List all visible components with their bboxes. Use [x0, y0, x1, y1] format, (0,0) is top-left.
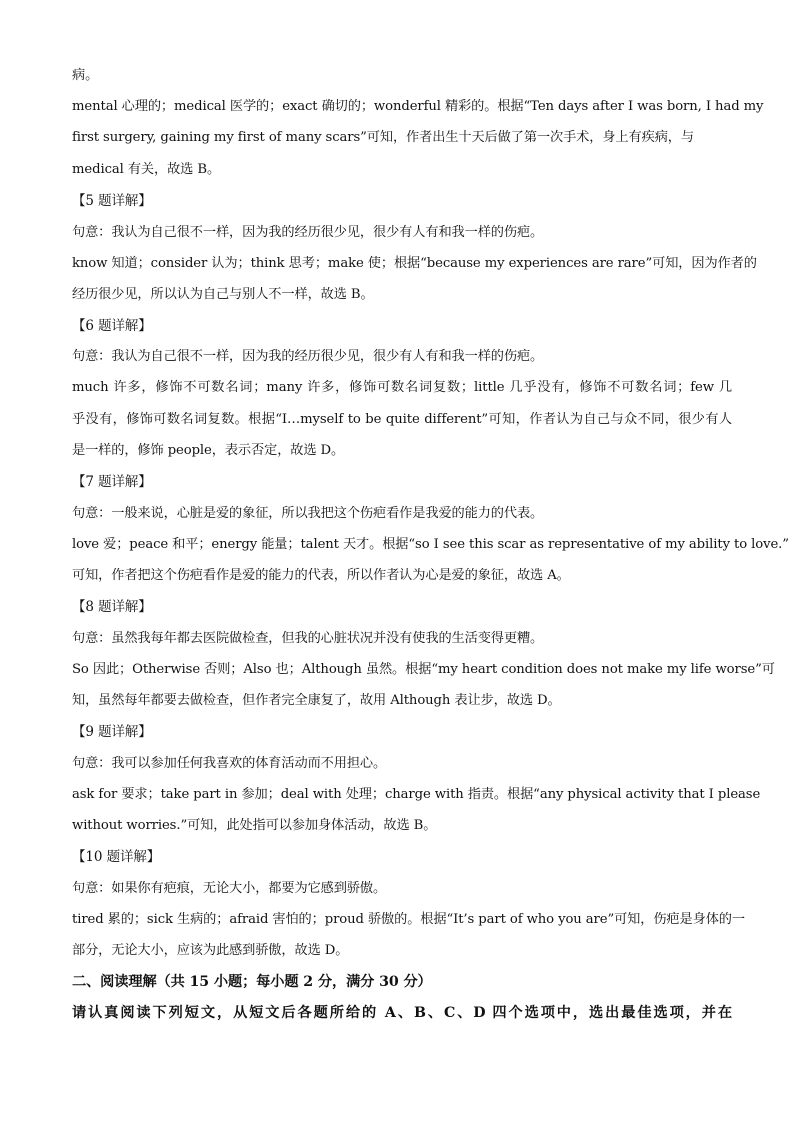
text-line: 是一样的，修饰 people，表示否定，故选 D。	[72, 443, 345, 458]
question-heading: 【5 题详解】	[72, 193, 152, 209]
text-line: 病。	[72, 68, 99, 83]
text-line: 可知，作者把这个伤疤看作是爱的能力的代表，所以作者认为心是爱的象征，故选 A。	[72, 568, 570, 583]
text-line: 知，虽然每年都要去做检查，但作者完全康复了，故用 Although 表让步，故选 D。	[72, 693, 561, 708]
text-line: 句意：虽然我每年都去医院做检查，但我的心脏状况并没有使我的生活变得更糟。	[72, 631, 544, 646]
text-line: first surgery, gaining my first of many scars”可知，作者出生十天后做了第一次手术，身上有疾病，与	[72, 130, 694, 145]
question-heading: 【10 题详解】	[72, 849, 161, 865]
question-heading: 【8 题详解】	[72, 599, 152, 615]
question-heading: 【7 题详解】	[72, 474, 152, 490]
text-line: So 因此；Otherwise 否则；Also 也；Although 虽然。根据“my heart condition does not make my life worse”可	[72, 662, 775, 677]
section-instruction: 请认真阅读下列短文，从短文后各题所给的 A、B、C、D 四个选项中，选出最佳选项，并在	[72, 1005, 732, 1021]
text-line: medical 有关，故选 B。	[72, 162, 221, 177]
text-line: tired 累的；sick 生病的；afraid 害怕的；proud 骄傲的。根据“It’s part of who you are”可知，伤疤是身体的一	[72, 912, 745, 927]
text-line: 经历很少见，所以认为自己与别人不一样，故选 B。	[72, 287, 374, 302]
text-line: 句意：我可以参加任何我喜欢的体育活动而不用担心。	[72, 756, 387, 771]
text-line: love 爱；peace 和平；energy 能量；talent 天才。根据“so I see this scar as representative of my ability to love.”	[72, 537, 789, 552]
text-line: 句意：我认为自己很不一样，因为我的经历很少见，很少有人有和我一样的伤疤。	[72, 349, 544, 364]
text-line: 乎没有，修饰可数名词复数。根据“I…myself to be quite different”可知，作者认为自己与众不同，很少有人	[72, 412, 732, 427]
text-line: 部分，无论大小，应该为此感到骄傲，故选 D。	[72, 943, 349, 958]
text-line: ask for 要求；take part in 参加；deal with 处理；charge with 指责。根据“any physical activity that I please	[72, 787, 761, 802]
question-heading: 【9 题详解】	[72, 724, 152, 740]
question-heading: 【6 题详解】	[72, 318, 152, 334]
section-title: 二、阅读理解（共 15 小题；每小题 2 分，满分 30 分）	[72, 974, 432, 990]
text-line: 句意：如果你有疤痕，无论大小，都要为它感到骄傲。	[72, 881, 387, 896]
text-line: much 许多，修饰不可数名词；many 许多，修饰可数名词复数；little 几乎没有，修饰不可数名词；few 几	[72, 380, 732, 395]
text-line: 句意：一般来说，心脏是爱的象征，所以我把这个伤疤看作是我爱的能力的代表。	[72, 506, 544, 521]
text-line: 句意：我认为自己很不一样，因为我的经历很少见，很少有人有和我一样的伤疤。	[72, 225, 544, 240]
text-line: mental 心理的；medical 医学的；exact 确切的；wonderful 精彩的。根据“Ten days after I was born, I had my	[72, 99, 764, 114]
text-line: know 知道；consider 认为；think 思考；make 使；根据“because my experiences are rare”可知，因为作者的	[72, 256, 757, 271]
text-line: without worries.”可知，此处指可以参加身体活动，故选 B。	[72, 818, 437, 833]
